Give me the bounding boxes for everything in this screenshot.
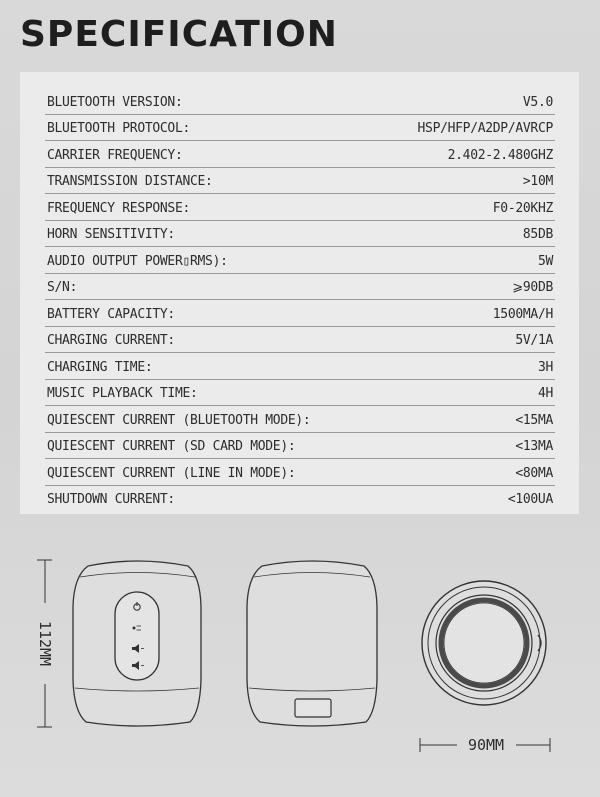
spec-value: 3H — [537, 359, 553, 375]
spec-label: AUDIO OUTPUT POWER▯RMS): — [47, 253, 228, 269]
spec-label: QUIESCENT CURRENT (BLUETOOTH MODE): — [47, 412, 311, 428]
spec-label: BLUETOOTH VERSION: — [47, 94, 183, 110]
spec-row-quiescent-bluetooth — [45, 406, 555, 433]
spec-label: CARRIER FREQUENCY: — [47, 147, 183, 163]
spec-table-panel — [20, 72, 579, 514]
spec-value: 2.402-2.480GHZ — [447, 147, 553, 163]
spec-row-audio-output-power — [45, 247, 555, 274]
height-label: 112MM — [36, 620, 54, 667]
spec-value: <80MA — [515, 465, 553, 481]
speaker-front-view — [73, 561, 201, 726]
spec-label: SHUTDOWN CURRENT: — [47, 492, 175, 507]
spec-value: 4H — [537, 386, 553, 401]
speaker-top-view — [422, 581, 546, 705]
spec-label: QUIESCENT CURRENT (SD CARD MODE): — [47, 439, 296, 454]
dimension-drawing — [0, 540, 600, 770]
spec-row-bluetooth-protocol — [45, 115, 555, 142]
spec-label: TRANSMISSION DISTANCE: — [47, 174, 213, 189]
spec-label: FREQUENCY RESPONSE: — [47, 200, 191, 216]
spec-row-battery-capacity — [45, 300, 555, 327]
spec-row-shutdown-current — [45, 486, 555, 512]
spec-table — [45, 88, 555, 511]
spec-row-transmission-distance — [45, 168, 555, 195]
spec-label: MUSIC PLAYBACK TIME: — [47, 386, 198, 401]
spec-value: 5W — [537, 253, 553, 269]
spec-value: 1500MA/H — [492, 306, 553, 322]
spec-label: BLUETOOTH PROTOCOL: — [47, 121, 191, 136]
spec-row-frequency-response — [45, 194, 555, 221]
spec-label: CHARGING TIME: — [47, 359, 153, 375]
spec-label: S/N: — [47, 280, 78, 295]
spec-row-bluetooth-version — [45, 88, 555, 115]
spec-row-quiescent-sd-card — [45, 433, 555, 460]
spec-row-music-playback-time — [45, 380, 555, 407]
spec-row-horn-sensitivity — [45, 221, 555, 248]
page-title: SPECIFICATION — [20, 14, 338, 55]
spec-value: 85DB — [522, 227, 553, 242]
spec-label: QUIESCENT CURRENT (LINE IN MODE): — [47, 465, 296, 481]
spec-value: HSP/HFP/A2DP/AVRCP — [417, 121, 553, 136]
spec-value: F0-20KHZ — [492, 200, 553, 216]
spec-value: <15MA — [515, 412, 553, 428]
spec-label: BATTERY CAPACITY: — [47, 306, 175, 322]
spec-row-quiescent-line-in — [45, 459, 555, 486]
spec-value: <13MA — [515, 439, 553, 454]
spec-value: 5V/1A — [515, 333, 553, 348]
spec-label: CHARGING CURRENT: — [47, 333, 175, 348]
spec-value: ⩾90DB — [512, 280, 553, 295]
port-cover — [295, 699, 331, 717]
diameter-label: 90MM — [467, 736, 505, 754]
spec-label: HORN SENSITIVITY: — [47, 227, 175, 242]
spec-value: <100UA — [507, 492, 553, 507]
spec-row-signal-noise — [45, 274, 555, 301]
spec-row-charging-current — [45, 327, 555, 354]
spec-row-carrier-frequency — [45, 141, 555, 168]
spec-value: V5.0 — [522, 94, 553, 110]
spec-row-charging-time — [45, 353, 555, 380]
spec-value: >10M — [522, 174, 553, 189]
